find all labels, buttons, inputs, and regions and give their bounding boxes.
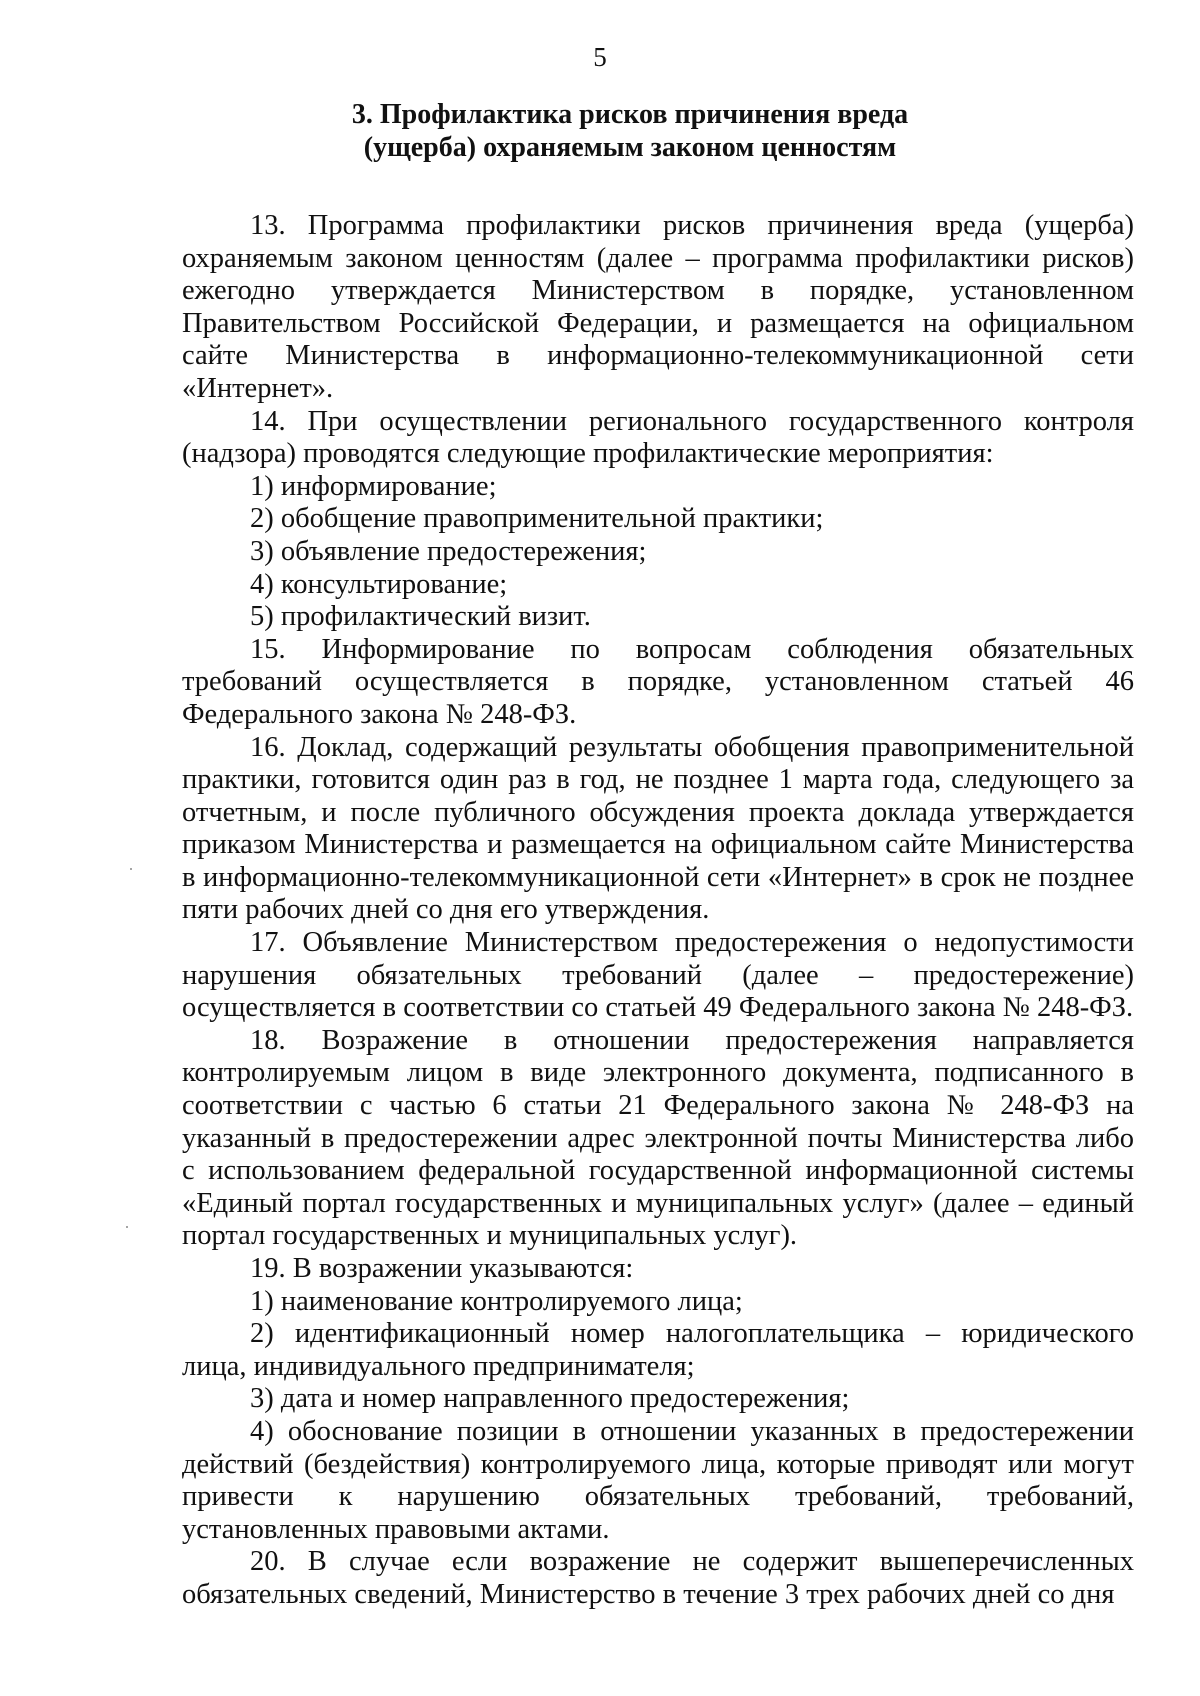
scan-speck: [130, 868, 132, 870]
paragraph-13: 13. Программа профилактики рисков причинения вреда (ущерба) охраняемым законом ценностям (далее – программа профилактики рисков) ежегодно утверждается Министерством в порядке, установленном Правительством Российской Федерации, и размещается на официальном сайте Министерства в информационно-телекоммуникационной сети «Интернет».: [182, 210, 1134, 404]
list-item: 3) дата и номер направленного предостережения;: [250, 1383, 850, 1415]
list-item: 2) обобщение правоприменительной практики;: [250, 503, 824, 535]
paragraph-19: 19. В возражении указываются:: [250, 1253, 634, 1284]
paragraph-17: 17. Объявление Министерством предостережения о недопустимости нарушения обязательных требований (далее – предостережение) осуществляется в соответствии со статьей 49 Федерального закона № 248-ФЗ.: [182, 927, 1134, 1024]
list-item: 3) объявление предостережения;: [250, 535, 647, 567]
section-title-line-1: 3. Профилактика рисков причинения вреда: [351, 99, 909, 130]
list-item: 1) информирование;: [250, 470, 497, 502]
list-item: 5) профилактический визит.: [250, 601, 591, 633]
list-item: 4) консультирование;: [250, 568, 508, 600]
paragraph-20: 20. В случае если возражение не содержит вышеперечисленных обязательных сведений, Министерство в течение 3 трех рабочих дней со дня: [182, 1546, 1134, 1610]
body-text: [182, 210, 1134, 1612]
list-item: 4) обоснование позиции в отношении указанных в предостережении действий (бездействия) контролируемого лица, которые приводят или могут привести к нарушению обязательных требований, требований, установленных правовыми актами.: [182, 1415, 1134, 1545]
paragraph-18: 18. Возражение в отношении предостережения направляется контролируемым лицом в виде электронного документа, подписанного в соответствии с частью 6 статьи 21 Федерального закона № 248-ФЗ на указанный в предостережении адрес электронной почты Министерства либо с использованием федеральной государственной информационной системы «Единый портал государственных и муниципальных услуг» (далее – единый портал государственных и муниципальных услуг).: [182, 1024, 1134, 1252]
section-title: [300, 98, 960, 164]
scan-speck: [126, 1226, 128, 1228]
paragraph-14: 14. При осуществлении регионального государственного контроля (надзора) проводятся следующие профилактические мероприятия:: [182, 405, 1134, 470]
paragraph-16: 16. Доклад, содержащий результаты обобщения правоприменительной практики, готовится один раз в год, не позднее 1 марта года, следующего за отчетным, и после публичного обсуждения проекта доклада утверждается приказом Министерства и размещается на официальном сайте Министерства в информационно-телекоммуникационной сети «Интернет» в срок не позднее пяти рабочих дней со дня его утверждения.: [182, 731, 1134, 926]
list-item: 2) идентификационный номер налогоплательщика – юридического лица, индивидуального предпринимателя;: [182, 1318, 1134, 1382]
paragraph-15: 15. Информирование по вопросам соблюдения обязательных требований осуществляется в порядке, установленном статьей 46 Федерального закона № 248-ФЗ.: [182, 633, 1134, 730]
list-item: 1) наименование контролируемого лица;: [250, 1285, 743, 1317]
page-number: 5: [593, 42, 607, 72]
section-title-line-2: (ущерба) охраняемым законом ценностям: [363, 132, 897, 163]
